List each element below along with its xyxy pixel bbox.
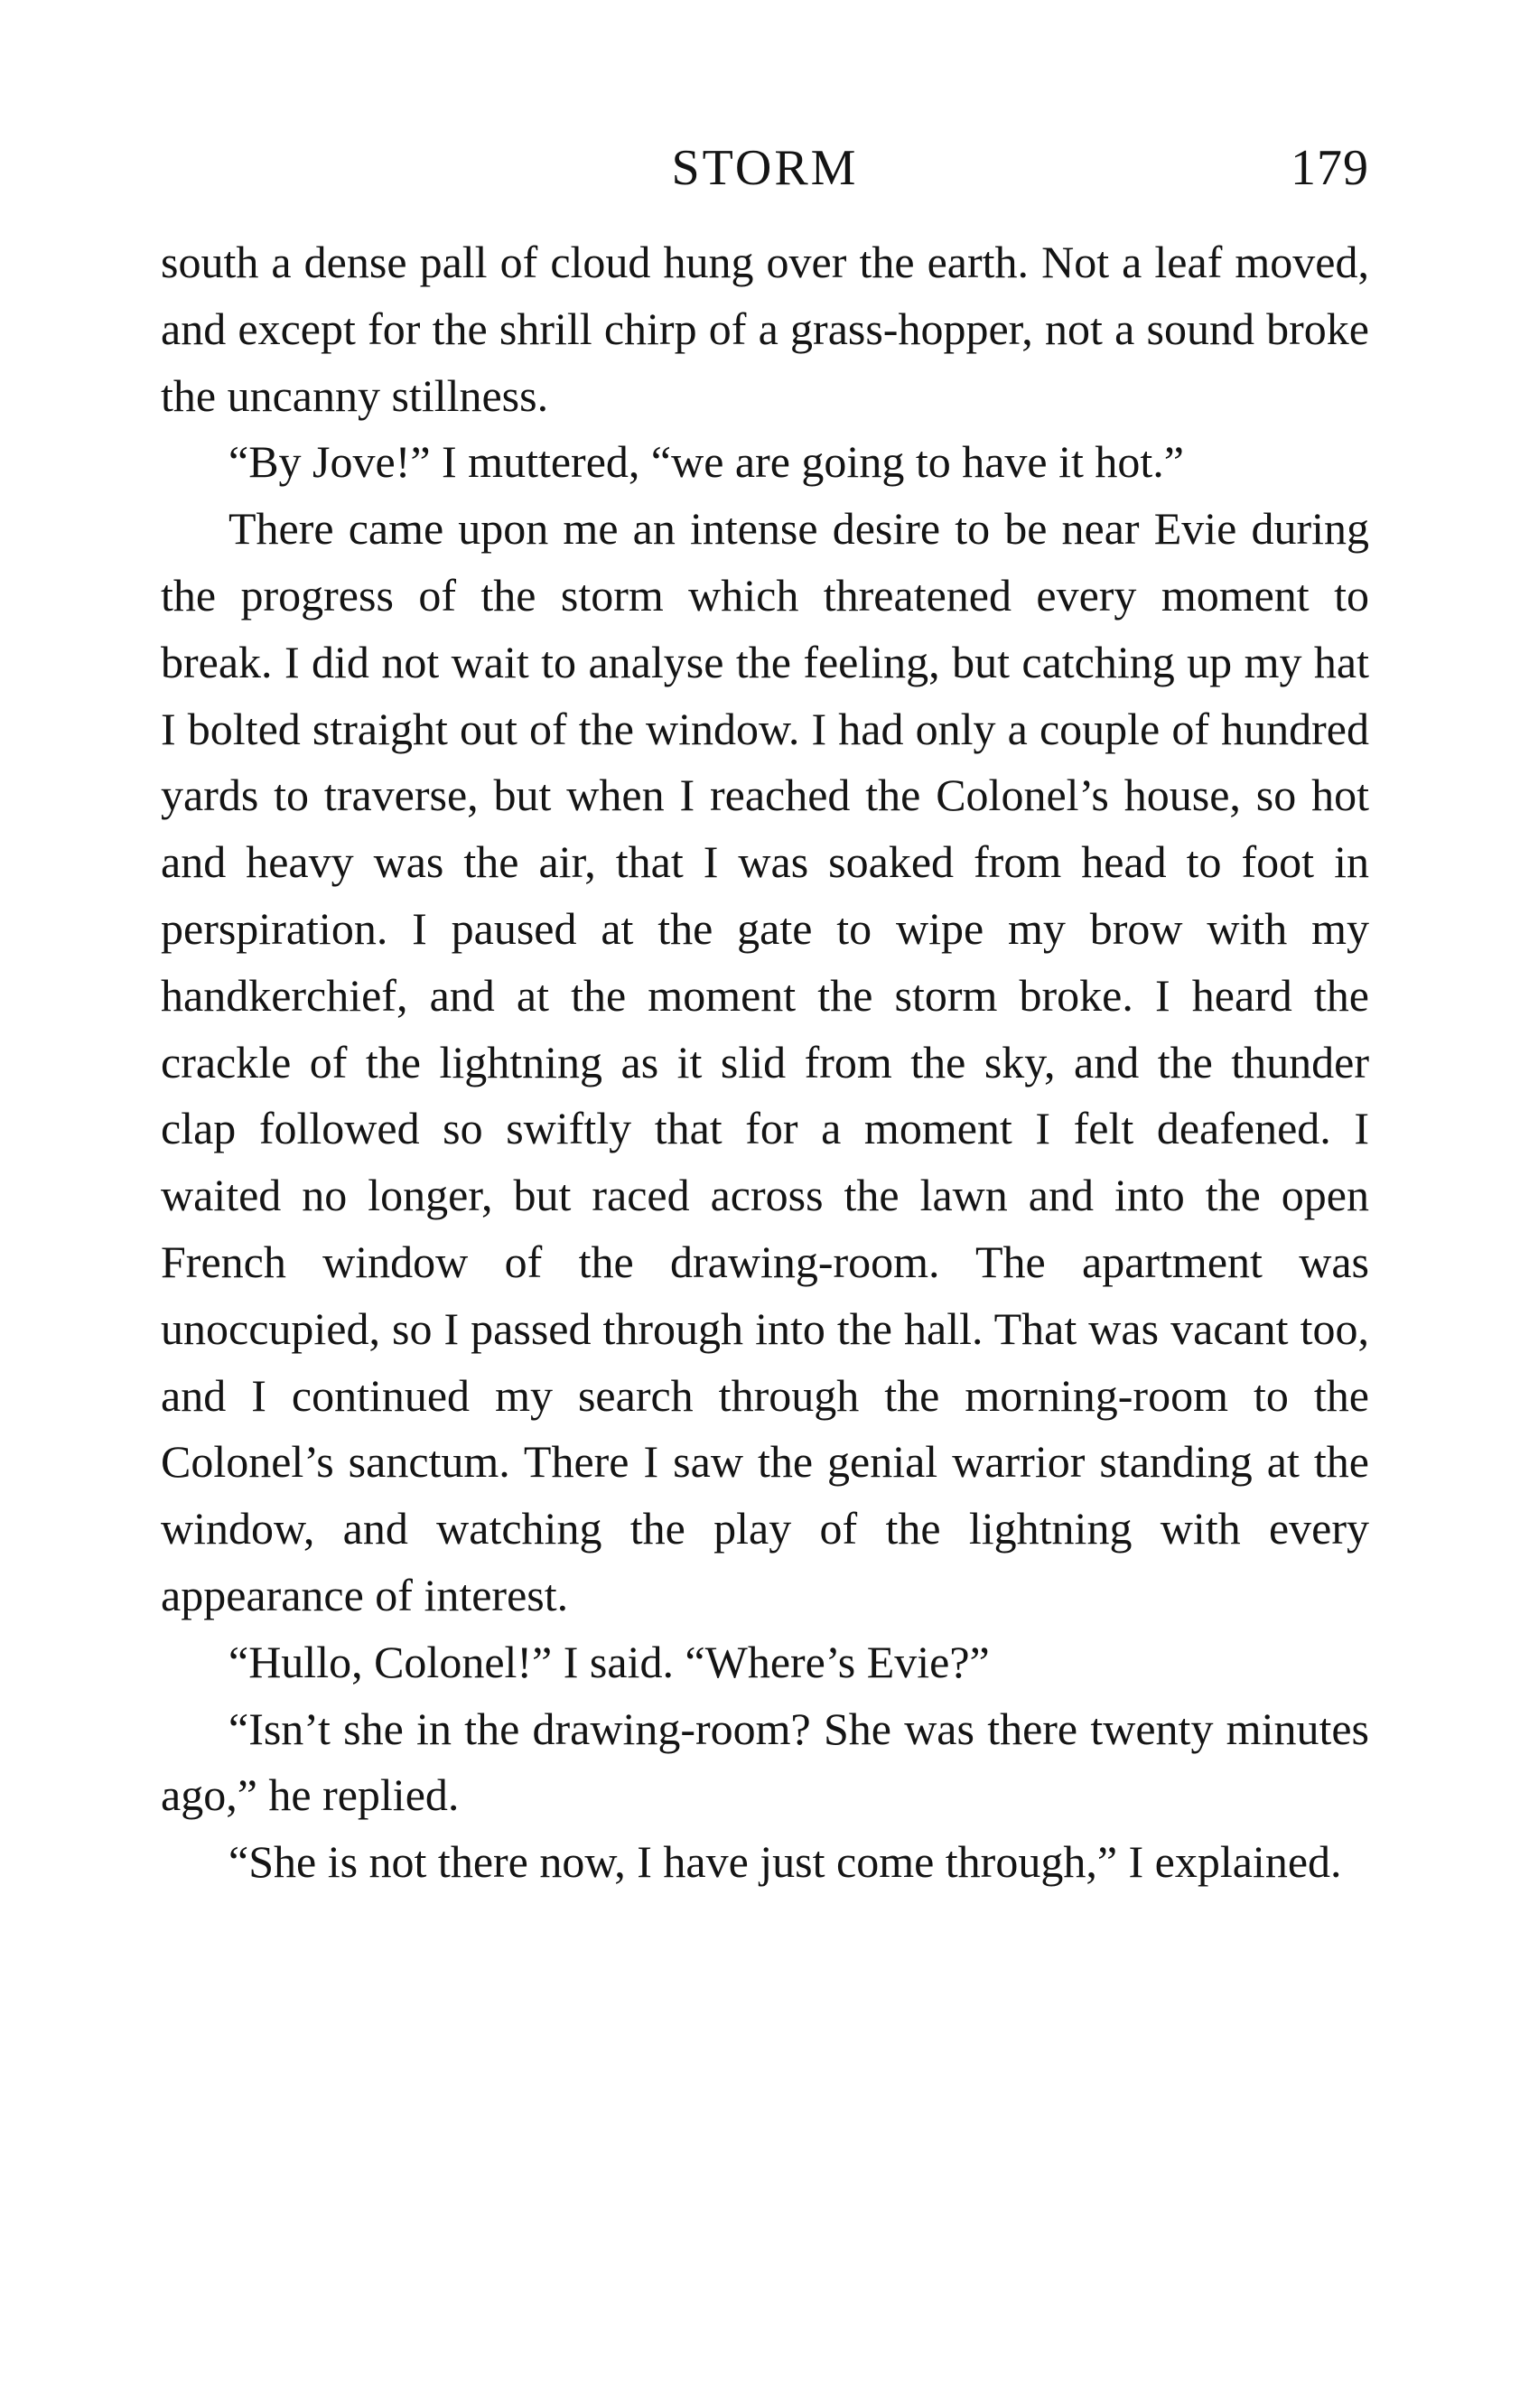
paragraph-hullo-colonel: “Hullo, Colonel!” I said. “Where’s Evie?” [228,1636,990,1687]
paragraph-continuation: south a dense pall of cloud hung over the earth. Not a leaf moved, and except for the shrill chirp of a grass-hopper, not a sound broke the uncanny stillness. [161,237,1369,421]
chapter-title: STORM [671,140,859,196]
page-number: 179 [1291,140,1369,196]
running-head [161,132,1369,204]
paragraph-storm-narrative: There came upon me an intense desire to be near Evie during the progress of the storm which threatened every moment to break. I did not wait to analyse the feeling, but catching up my hat I bolted straight out of the window. I had only a couple of hundred yards to traverse, but when I reached the Colonel’s house, so hot and heavy was the air, that I was soaked from head to foot in perspiration. I paused at the gate to wipe my brow with my handkerchief, and at the moment the storm broke. I heard the crackle of the lightning as it slid from the sky, and the thunder clap followed so swiftly that for a moment I felt deafened. I waited no longer, but raced across the lawn and into the open French window of the drawing-room. The apartment was unoccupied, so I passed through into the hall. That was vacant too, and I continued my search through the morning-room to the Colonel’s sanctum. There I saw the genial warrior standing at the window, and watching the play of the lightning with every appearance of interest. [161,503,1369,1620]
body-text [161,229,1369,1896]
paragraph-by-jove: “By Jove!” I muttered, “we are going to have it hot.” [228,436,1184,488]
paragraph-colonel-reply: “Isn’t she in the drawing-room? She was there twenty minutes ago,” he replied. [161,1703,1369,1821]
paragraph-explained: “She is not there now, I have just come through,” I explained. [228,1836,1342,1888]
